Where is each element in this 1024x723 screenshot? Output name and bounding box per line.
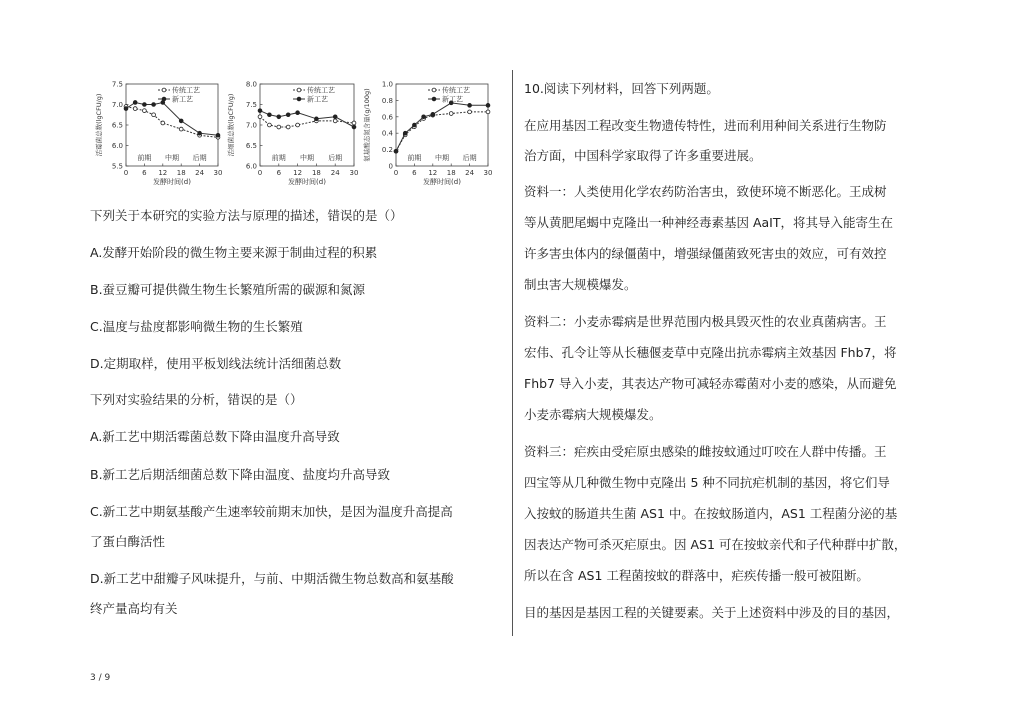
legend-label: 传统工艺 (172, 86, 200, 95)
page-number: 3 / 9 (90, 673, 111, 683)
legend-marker (297, 97, 301, 101)
data-point (296, 123, 300, 127)
data-point (198, 131, 202, 135)
paragraph-line: 小麦赤霉病大规模爆发。 (524, 407, 662, 422)
option-line: D.新工艺中甜瓣子风味提升，与前、中期活微生物总数高和氨基酸 (90, 571, 454, 586)
option-line: A.发酵开始阶段的微生物主要来源于制曲过程的积累 (90, 245, 378, 260)
option-line: A.新工艺中期活霉菌总数下降由温度升高导致 (90, 429, 340, 444)
y-tick-label: 6.0 (245, 162, 257, 171)
data-point (133, 107, 137, 111)
legend-label: 传统工艺 (307, 86, 335, 95)
x-tick-label: 6 (142, 169, 147, 177)
y-tick-label: 0.4 (381, 129, 393, 138)
data-point (143, 109, 147, 113)
phase-label: 中期 (435, 154, 449, 162)
x-tick-label: 24 (330, 169, 340, 177)
option-line: B.蚕豆瓣可提供微生物生长繁殖所需的碳源和氮源 (90, 282, 366, 297)
y-axis-label: 活霉菌总数(lgCFU/g) (95, 93, 103, 157)
data-point (152, 113, 156, 117)
data-point (152, 103, 156, 107)
legend-label: 新工艺 (307, 95, 328, 104)
y-tick-label: 5.5 (111, 162, 123, 171)
phase-label: 后期 (328, 154, 343, 162)
data-point (486, 103, 490, 107)
paragraph-line: 在应用基因工程改变生物遗传特性，进而利用种间关系进行生物防 (524, 118, 887, 133)
paragraph-line: 因表达产物可杀灭疟原虫。因 AS1 可在按蚊亲代和子代种群中扩散， (524, 537, 907, 552)
x-axis-label: 发酵时间(d) (153, 178, 191, 186)
legend-label: 传统工艺 (442, 86, 470, 95)
y-tick-label: 8.0 (245, 80, 257, 89)
chart-mold-count (96, 76, 224, 194)
option-line: B.新工艺后期活细菌总数下降由温度、盐度均升高导致 (90, 467, 391, 482)
y-tick-label: 6.5 (245, 142, 257, 150)
question-stem-1: 下列关于本研究的实验方法与原理的描述，错误的是（） (90, 208, 403, 223)
x-tick-label: 18 (311, 169, 321, 177)
data-point (258, 115, 262, 119)
y-tick-label: 7.0 (111, 101, 123, 109)
x-tick-label: 30 (213, 169, 223, 177)
data-point (333, 115, 337, 119)
y-tick-label: 0.8 (381, 96, 393, 105)
data-point (179, 127, 183, 131)
data-point (403, 131, 407, 135)
series-line-new (126, 103, 218, 136)
paragraph-line: 等从黄肥尾蝎中克隆出一种神经毒素基因 AaIT，将其导入能寄生在 (524, 215, 894, 230)
option-continuation: 终产量高均有关 (90, 601, 178, 616)
data-point (258, 109, 262, 113)
phase-label: 前期 (271, 154, 286, 162)
chart-amino-nitrogen (364, 76, 494, 194)
x-axis-label: 发酵时间(d) (423, 178, 461, 186)
x-tick-label: 12 (158, 169, 168, 177)
legend-marker (297, 88, 301, 92)
x-tick-label: 30 (349, 169, 359, 177)
y-tick-label: 1.0 (381, 80, 393, 89)
x-tick-label: 0 (257, 169, 263, 177)
x-tick-label: 6 (412, 169, 417, 177)
paragraph-line: 宏伟、孔令让等从长穗偃麦草中克隆出抗赤霉病主效基因 Fhb7，将 (524, 345, 897, 360)
data-point (333, 119, 337, 123)
legend-label: 新工艺 (442, 95, 463, 104)
y-tick-label: 6.0 (111, 142, 123, 150)
data-point (468, 103, 472, 107)
y-tick-label: 6.5 (111, 121, 123, 130)
y-tick-label: 7.5 (111, 80, 123, 89)
phase-label: 后期 (462, 154, 477, 162)
x-tick-label: 18 (176, 169, 186, 177)
data-point (413, 123, 417, 127)
question-heading: 10.阅读下列材料，回答下列两题。 (524, 81, 719, 96)
data-point (277, 125, 281, 129)
paragraph-line: 所以在含 AS1 工程菌按蚊的群落中，疟疾传播一般可被阻断。 (524, 568, 869, 583)
data-point (268, 123, 272, 127)
y-tick-label: 0.2 (381, 146, 393, 155)
paragraph-line: 资料三：疟疾由受疟原虫感染的雌按蚊通过叮咬在人群中传播。王 (524, 444, 887, 459)
data-point (352, 125, 356, 129)
x-axis-label: 发酵时间(d) (288, 178, 326, 186)
data-point (422, 115, 426, 119)
data-point (296, 111, 300, 115)
paragraph-line: 入按蚊的肠道共生菌 AS1 中。在按蚊肠道内，AS1 工程菌分泌的基 (524, 506, 898, 521)
option-line: C.新工艺中期氨基酸产生速率较前期末加快，是因为温度升高提高 (90, 504, 453, 519)
phase-label: 后期 (192, 154, 207, 162)
data-point (277, 115, 281, 119)
data-point (468, 110, 472, 114)
y-tick-label: 0 (388, 162, 393, 171)
series-line-new (396, 103, 488, 151)
paragraph-line: 制虫害大规模爆发。 (524, 277, 637, 292)
paragraph-line: 许多害虫体内的绿僵菌中，增强绿僵菌致死害虫的效应，可有效控 (524, 246, 887, 261)
series-line-traditional (260, 117, 354, 127)
legend-marker (162, 88, 166, 92)
data-point (161, 121, 165, 125)
data-point (143, 103, 147, 107)
paragraph-line: 四宝等从几种微生物中克隆出 5 种不同抗疟机制的基因，将它们导 (524, 475, 890, 490)
question-stem-2: 下列对实验结果的分析，错误的是（） (90, 392, 303, 407)
paragraph-line: 目的基因是基因工程的关键要素。关于上述资料中涉及的目的基因， (524, 605, 900, 620)
paragraph-line: 治方面，中国科学家取得了许多重要进展。 (524, 148, 762, 163)
data-point (486, 110, 490, 114)
legend-label: 新工艺 (172, 95, 193, 104)
data-point (431, 112, 435, 116)
series-line-new (260, 111, 354, 127)
data-point (133, 101, 137, 105)
series-line-traditional (396, 112, 488, 151)
phase-label: 中期 (300, 154, 314, 162)
paragraph-line: Fhb7 导入小麦，其表达产物可减轻赤霉菌对小麦的感染，从而避免 (524, 376, 897, 391)
paragraph-line: 资料一：人类使用化学农药防治害虫，致使环境不断恶化。王成树 (524, 184, 887, 199)
y-axis-label: 活细菌总数(lgCFU/g) (227, 93, 235, 157)
data-point (394, 149, 398, 153)
phase-label: 前期 (137, 154, 152, 162)
y-tick-label: 7.5 (245, 101, 257, 109)
option-line: D.定期取样，使用平板划线法统计活细菌总数 (90, 356, 342, 371)
option-continuation: 了蛋白酶活性 (90, 534, 166, 549)
option-line: C.温度与盐度都影响微生物的生长繁殖 (90, 319, 303, 334)
x-tick-label: 18 (446, 169, 456, 177)
data-point (286, 113, 290, 117)
x-tick-label: 6 (276, 169, 282, 177)
x-tick-label: 0 (123, 169, 129, 177)
x-tick-label: 30 (483, 169, 493, 177)
phase-label: 前期 (407, 154, 422, 162)
data-point (124, 107, 128, 111)
y-axis-label: 氨基酸态氮含量(g/100g) (363, 88, 371, 162)
x-tick-label: 12 (428, 169, 438, 177)
data-point (216, 133, 220, 137)
x-tick-label: 0 (393, 169, 399, 177)
chart-bacteria-count (228, 76, 360, 194)
data-point (449, 112, 453, 116)
data-point (352, 121, 356, 125)
data-point (286, 125, 290, 129)
column-divider (512, 70, 513, 636)
x-tick-label: 24 (465, 169, 475, 177)
x-tick-label: 12 (293, 169, 303, 177)
data-point (179, 119, 183, 123)
data-point (315, 117, 319, 121)
legend-marker (162, 97, 166, 101)
y-tick-label: 0.6 (381, 113, 393, 122)
x-tick-label: 24 (195, 169, 205, 177)
paragraph-line: 资料二：小麦赤霉病是世界范围内极具毁灭性的农业真菌病害。王 (524, 314, 887, 329)
legend-marker (432, 88, 436, 92)
legend-marker (432, 97, 436, 101)
data-point (268, 113, 272, 117)
phase-label: 中期 (165, 154, 179, 162)
y-tick-label: 7.0 (245, 121, 257, 130)
